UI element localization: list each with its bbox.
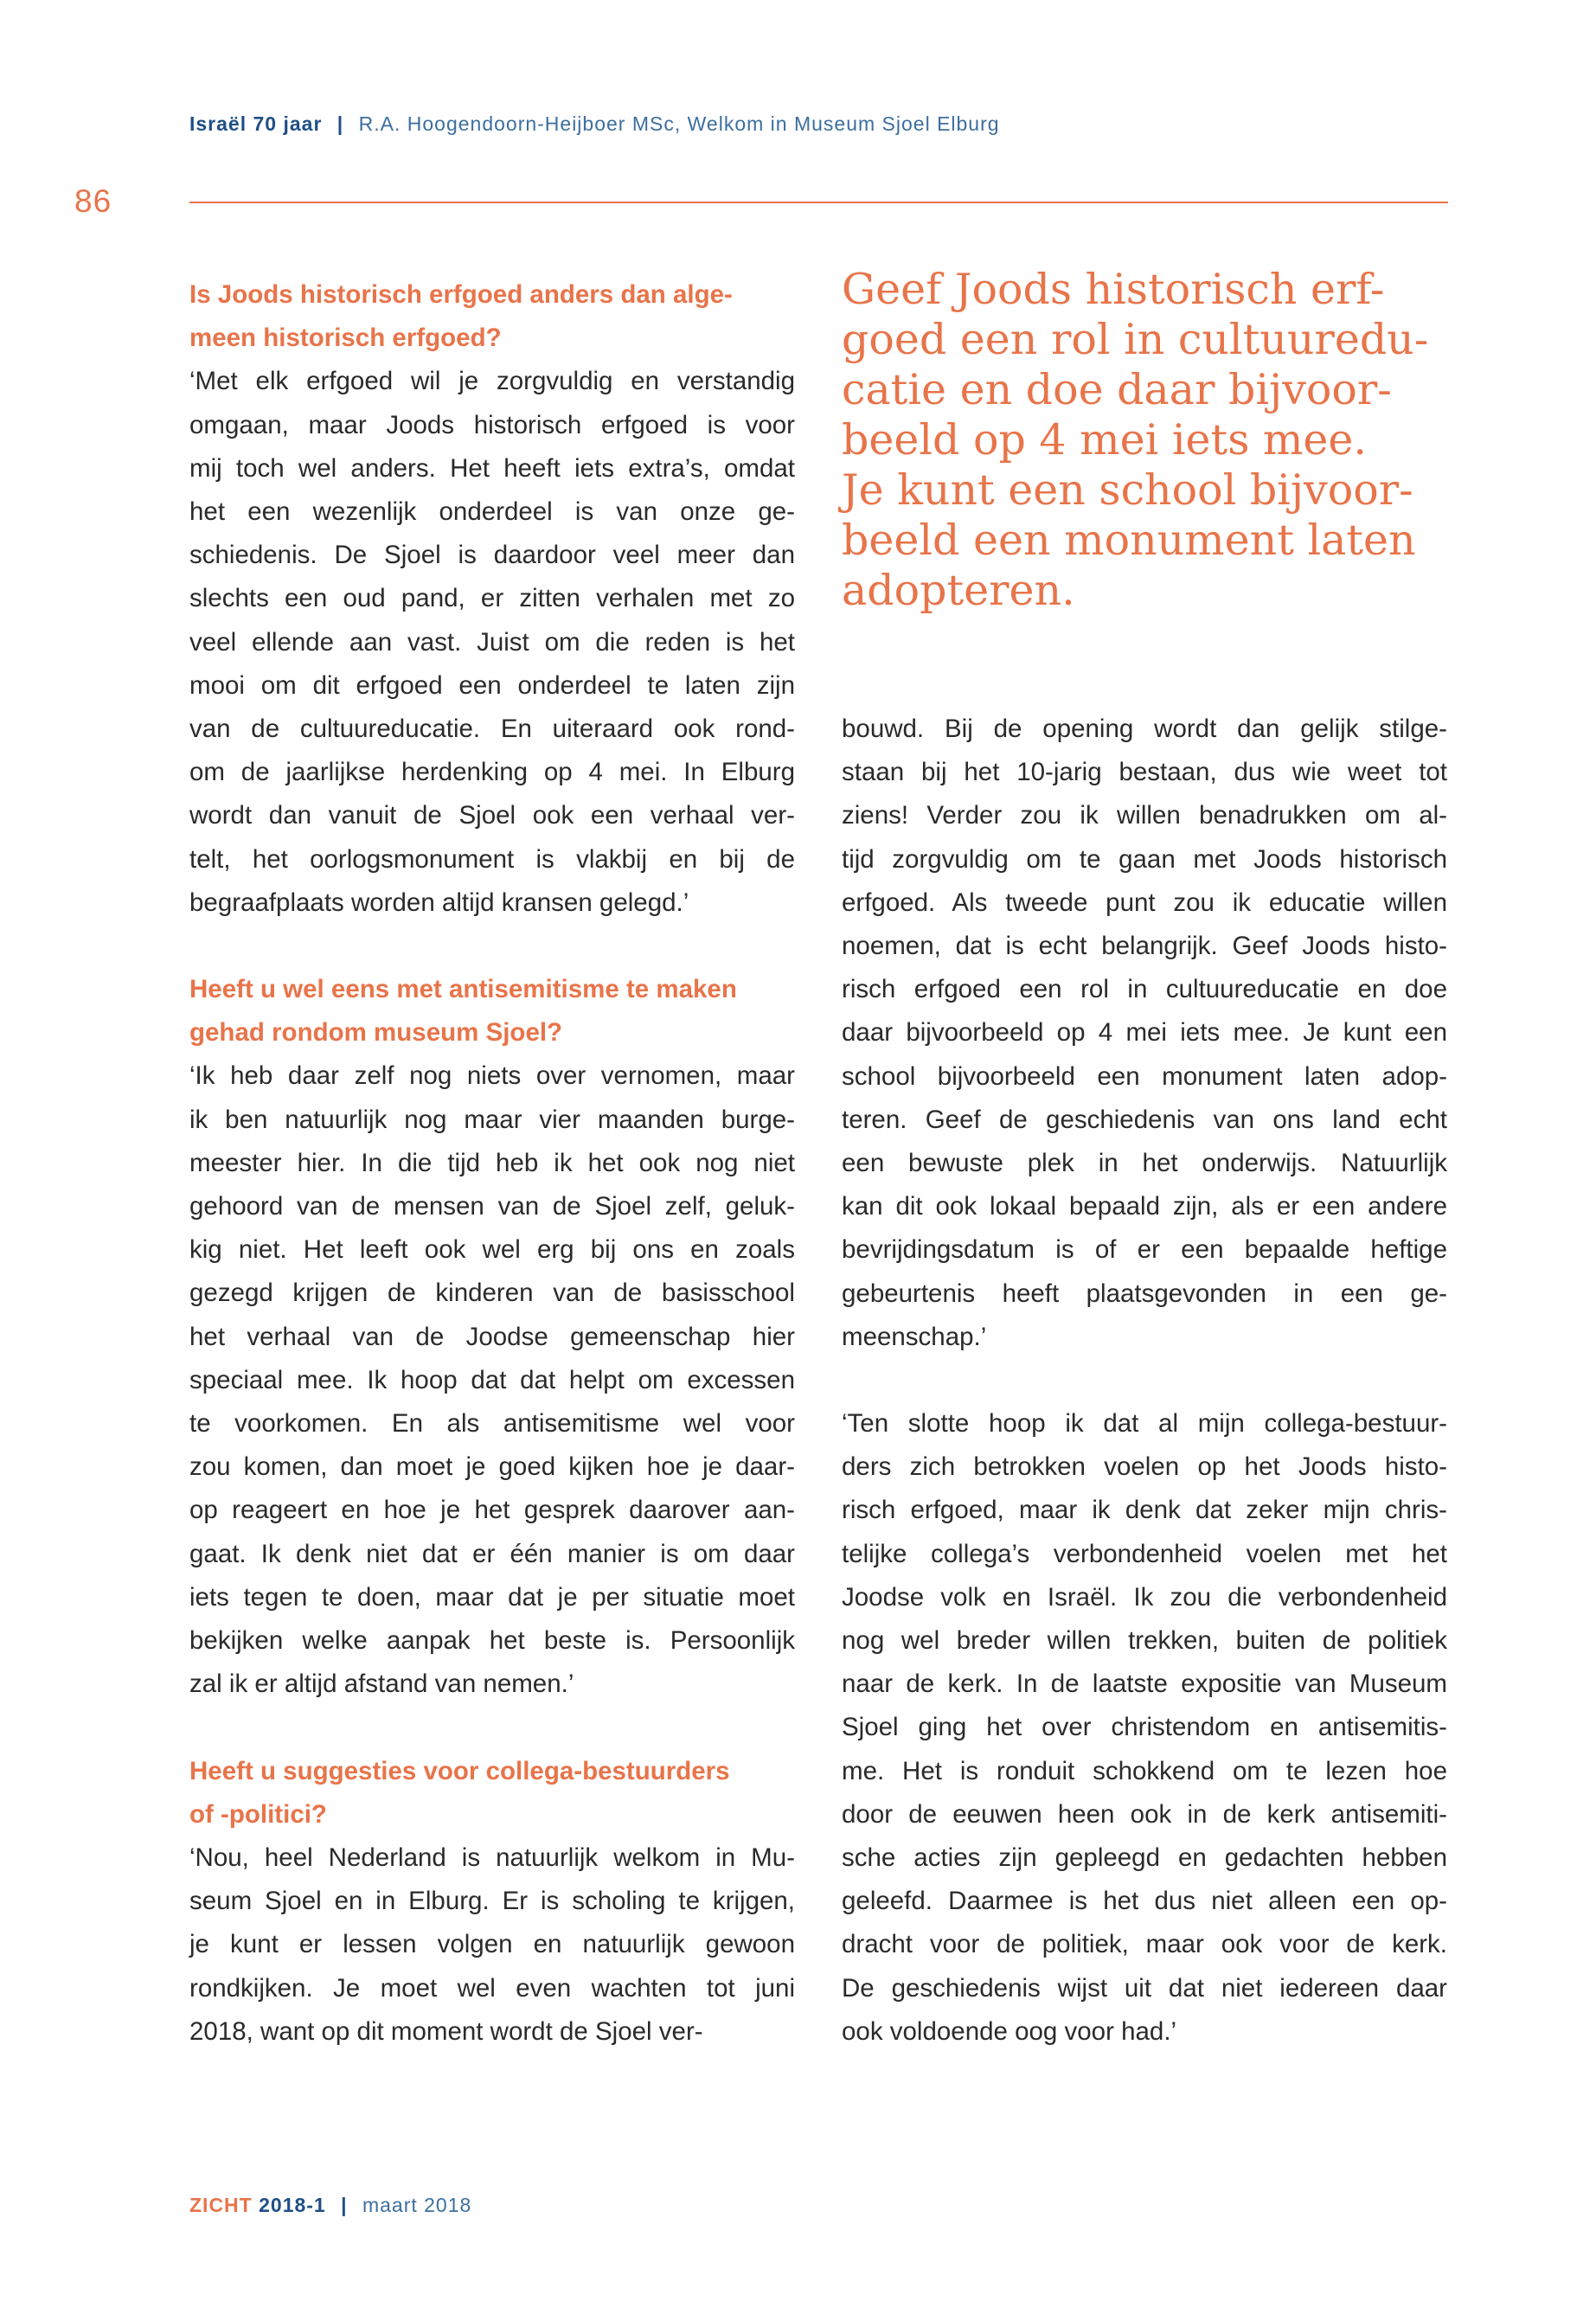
paragraph-gap — [189, 1707, 795, 1750]
text-line: ‘Met elk erfgoed wil je zorgvuldig en verstandig — [189, 367, 795, 396]
text-line: Heeft u wel eens met antisemitisme te maken — [189, 975, 737, 1004]
text-line: kan dit ook lokaal bepaald zijn, als er een andere — [842, 1192, 1447, 1221]
text-line: zou komen, dan moet je goed kijken hoe je daar- — [189, 1452, 795, 1482]
text-line: veel ellende aan vast. Juist om die reden is het — [189, 627, 795, 657]
text-line: ders zich betrokken voelen op het Joods histo- — [842, 1452, 1447, 1482]
magazine-title: Israël 70 jaar — [189, 112, 323, 135]
footer-date: maart 2018 — [362, 2194, 472, 2216]
header-separator: | — [337, 112, 344, 135]
footer-issue: 2018-1 — [259, 2194, 326, 2216]
text-line: gehoord van de mensen van de Sjoel zelf, geluk- — [189, 1192, 795, 1221]
interview-answer — [189, 1836, 795, 2054]
text-line: ‘Ik heb daar zelf nog niets over vernomen, maar — [189, 1061, 795, 1091]
pull-quote-line: adopteren. — [842, 566, 1075, 615]
text-line: meenschap.’ — [842, 1322, 987, 1351]
interview-question — [189, 273, 795, 360]
text-line: omgaan, maar Joods historisch erfgoed is voor — [189, 410, 795, 439]
text-line: om de jaarlijkse herdenking op 4 mei. In Elburg — [189, 758, 795, 787]
text-line: ‘Nou, heel Nederland is natuurlijk welkom in Mu- — [189, 1843, 795, 1872]
pull-quote-line: Geef Joods historisch erf- — [842, 265, 1385, 314]
text-line: gehad rondom museum Sjoel? — [189, 1018, 563, 1048]
left-column — [189, 273, 795, 2054]
text-line: ‘Ten slotte hoop ik dat al mijn collega-bestuur- — [842, 1409, 1447, 1439]
text-line: ziens! Verder zou ik willen benadrukken om al- — [842, 801, 1447, 830]
footer-brand: ZICHT — [189, 2194, 253, 2216]
text-line: risch erfgoed een rol in cultuureducatie en doe — [842, 975, 1447, 1004]
footer — [189, 2194, 471, 2217]
text-line: begraafplaats worden altijd kransen gelegd.’ — [189, 888, 689, 917]
interview-answer — [842, 708, 1447, 1359]
text-line: naar de kerk. In de laatste expositie van Museum — [842, 1670, 1447, 1699]
text-line: door de eeuwen heen ook in de kerk antisemiti- — [842, 1799, 1447, 1829]
text-line: schiedenis. De Sjoel is daardoor veel meer dan — [189, 541, 795, 570]
text-line: iets tegen te doen, maar dat je per situatie moet — [189, 1582, 795, 1612]
interview-question — [189, 1750, 795, 1836]
text-line: slechts een oud pand, er zitten verhalen met zo — [189, 584, 795, 613]
text-line: teren. Geef de geschiedenis van ons land echt — [842, 1105, 1447, 1134]
running-head — [189, 112, 1000, 136]
text-line: mij toch wel anders. Het heeft iets extra’s, omdat — [189, 453, 795, 483]
pull-quote-line: Je kunt een school bijvoor- — [842, 465, 1413, 515]
text-line: ik ben natuurlijk nog maar vier maanden burge- — [189, 1105, 795, 1134]
text-line: rondkijken. Je moet wel even wachten tot juni — [189, 1973, 795, 2003]
interview-answer — [189, 1054, 795, 1706]
pull-quote — [842, 265, 1465, 616]
text-line: van de cultuureducatie. En uiteraard ook rond- — [189, 715, 795, 744]
text-line: gezegd krijgen de kinderen van de basisschool — [189, 1279, 795, 1308]
text-line: kig niet. Het leeft ook wel erg bij ons en zoals — [189, 1235, 795, 1265]
text-line: geleefd. Daarmee is het dus niet alleen een op- — [842, 1887, 1447, 1916]
text-line: daar bijvoorbeeld op 4 mei iets mee. Je kunt een — [842, 1018, 1447, 1048]
text-line: Joodse volk en Israël. Ik zou die verbondenheid — [842, 1582, 1447, 1612]
pull-quote-line: beeld een monument laten — [842, 516, 1416, 565]
text-line: het verhaal van de Joodse gemeenschap hier — [189, 1322, 795, 1351]
text-line: je kunt er lessen volgen en natuurlijk gewoon — [189, 1930, 795, 1959]
text-line: staan bij het 10-jarig bestaan, dus wie weet tot — [842, 758, 1447, 787]
text-line: op reageert en hoe je het gesprek daarover aan- — [189, 1496, 795, 1525]
text-line: wordt dan vanuit de Sjoel ook een verhaal ver- — [189, 801, 795, 830]
text-line: De geschiedenis wijst uit dat niet iedereen daar — [842, 1973, 1447, 2003]
text-line: meen historisch erfgoed? — [189, 324, 502, 353]
text-line: dracht voor de politiek, maar ook voor de kerk. — [842, 1930, 1447, 1959]
text-line: mooi om dit erfgoed een onderdeel te laten zijn — [189, 670, 795, 700]
text-line: risch erfgoed, maar ik denk dat zeker mijn chris- — [842, 1496, 1447, 1525]
text-line: telt, het oorlogsmonument is vlakbij en bij de — [189, 844, 795, 874]
text-line: noemen, dat is echt belangrijk. Geef Joods histo- — [842, 932, 1447, 961]
footer-separator: | — [341, 2194, 348, 2216]
page-number: 86 — [74, 183, 112, 219]
text-line: erfgoed. Als tweede punt zou ik educatie willen — [842, 888, 1447, 917]
text-line: ook voldoende oog voor had.’ — [842, 2016, 1177, 2046]
text-line: het een wezenlijk onderdeel is van onze ge- — [189, 497, 795, 527]
pull-quote-line: goed een rol in cultuuredu- — [842, 315, 1429, 364]
text-line: gaat. Ik denk niet dat er één manier is om daar — [189, 1539, 795, 1568]
article-title: R.A. Hoogendoorn-Heijboer MSc, Welkom in Museum Sjoel Elburg — [358, 112, 1000, 135]
text-line: tijd zorgvuldig om te gaan met Joods historisch — [842, 844, 1447, 874]
interview-question — [189, 968, 795, 1054]
text-line: telijke collega’s verbondenheid voelen met het — [842, 1539, 1447, 1568]
interview-answer — [189, 360, 795, 925]
paragraph-gap — [189, 925, 795, 968]
text-line: me. Het is ronduit schokkend om te lezen hoe — [842, 1756, 1447, 1785]
text-line: Is Joods historisch erfgoed anders dan alge- — [189, 280, 733, 309]
interview-answer — [842, 1402, 1447, 2054]
text-line: Sjoel ging het over christendom en antisemitis- — [842, 1713, 1447, 1742]
text-line: te voorkomen. En als antisemitisme wel voor — [189, 1409, 795, 1439]
text-line: gebeurtenis heeft plaatsgevonden in een ge- — [842, 1279, 1447, 1308]
text-line: bouwd. Bij de opening wordt dan gelijk stilge- — [842, 715, 1447, 743]
text-line: school bijvoorbeeld een monument laten adop- — [842, 1061, 1447, 1091]
text-line: speciaal mee. Ik hoop dat dat helpt om excessen — [189, 1365, 795, 1394]
text-line: nog wel breder willen trekken, buiten de politiek — [842, 1626, 1447, 1656]
pull-quote-line: catie en doe daar bijvoor- — [842, 365, 1392, 414]
header-rule — [189, 202, 1448, 203]
pull-quote-line: beeld op 4 mei iets mee. — [842, 415, 1367, 465]
text-line: Heeft u suggesties voor collega-bestuurders — [189, 1756, 730, 1785]
text-line: bekijken welke aanpak het beste is. Persoonlijk — [189, 1626, 795, 1656]
text-line: of -politici? — [189, 1799, 327, 1829]
text-line: een bewuste plek in het onderwijs. Natuurlijk — [842, 1149, 1447, 1178]
right-column — [842, 708, 1447, 2054]
text-line: bevrijdingsdatum is of er een bepaalde heftige — [842, 1235, 1447, 1265]
text-line: 2018, want op dit moment wordt de Sjoel ver- — [189, 2016, 703, 2046]
text-line: meester hier. In die tijd heb ik het ook nog niet — [189, 1148, 795, 1177]
paragraph-gap — [842, 1359, 1447, 1402]
text-line: zal ik er altijd afstand van nemen.’ — [189, 1670, 574, 1699]
text-line: sche acties zijn gepleegd en gedachten hebben — [842, 1843, 1447, 1873]
text-line: seum Sjoel en in Elburg. Er is scholing te krijgen, — [189, 1887, 795, 1916]
